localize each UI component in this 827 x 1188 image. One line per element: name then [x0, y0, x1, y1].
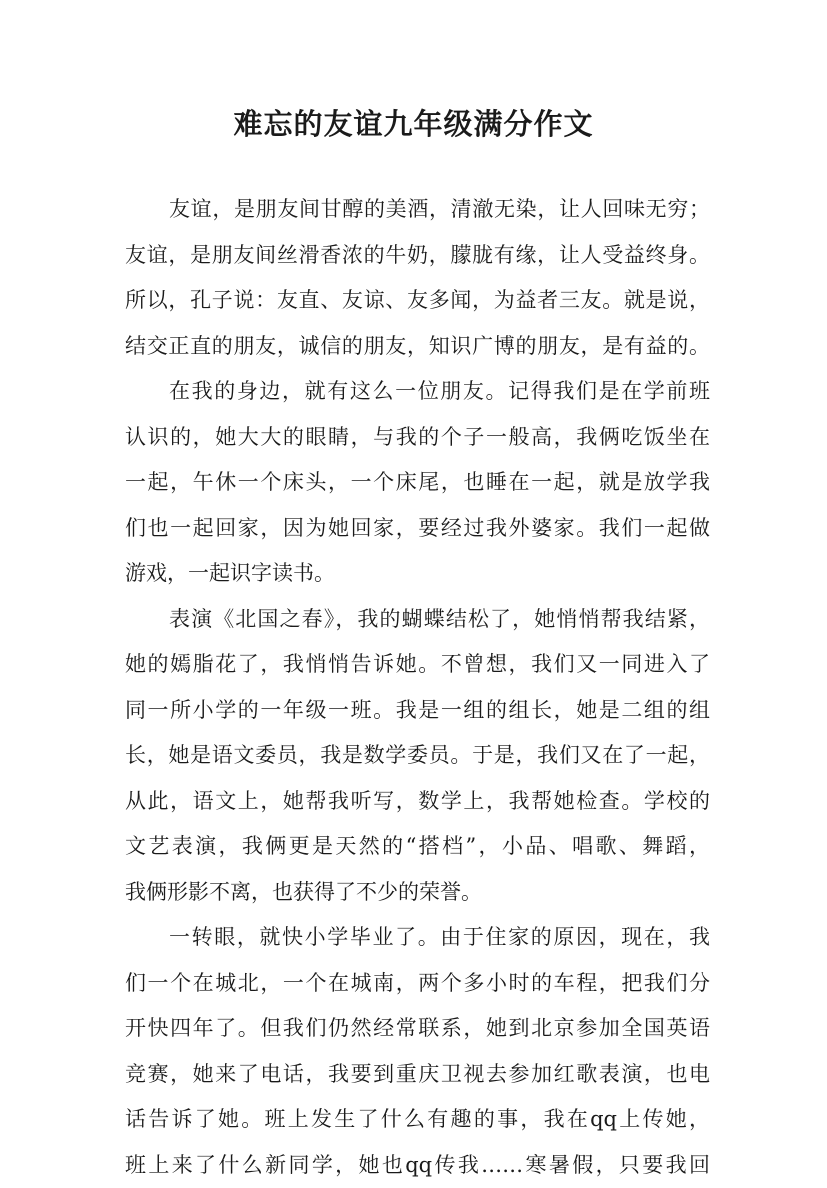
- text-line: 她的嫣脂花了，我悄悄告诉她。不曾想，我们又一同进入了: [125, 642, 710, 688]
- document-body: [125, 187, 710, 1188]
- text-line: 友谊，是朋友间甘醇的美酒，清澈无染，让人回味无穷；: [125, 187, 710, 233]
- text-line: 同一所小学的一年级一班。我是一组的组长，她是二组的组: [125, 688, 710, 734]
- text-line: 游戏，一起识字读书。: [125, 551, 710, 597]
- text-line: 们也一起回家，因为她回家，要经过我外婆家。我们一起做: [125, 506, 710, 552]
- text-line: 一起，午休一个床头，一个床尾，也睡在一起，就是放学我: [125, 460, 710, 506]
- text-line: 认识的，她大大的眼睛，与我的个子一般高，我俩吃饭坐在: [125, 415, 710, 461]
- text-line: 从此，语文上，她帮我听写，数学上，我帮她检查。学校的: [125, 779, 710, 825]
- text-line: 一转眼，就快小学毕业了。由于住家的原因，现在，我: [125, 915, 710, 961]
- text-line: 长，她是语文委员，我是数学委员。于是，我们又在了一起，: [125, 733, 710, 779]
- text-line: 表演《北国之春》，我的蝴蝶结松了，她悄悄帮我结紧，: [125, 597, 710, 643]
- text-line: 我俩形影不离，也获得了不少的荣誉。: [125, 870, 710, 916]
- text-line: 班上来了什么新同学，她也qq传我……寒暑假，只要我回: [125, 1143, 710, 1188]
- text-line: 竞赛，她来了电话，我要到重庆卫视去参加红歌表演，也电: [125, 1052, 710, 1098]
- text-line: 文艺表演，我俩更是天然的“搭档”，小品、唱歌、舞蹈，: [125, 824, 710, 870]
- text-line: 在我的身边，就有这么一位朋友。记得我们是在学前班: [125, 369, 710, 415]
- text-line: 所以，孔子说：友直、友谅、友多闻，为益者三友。就是说，: [125, 278, 710, 324]
- text-line: 友谊，是朋友间丝滑香浓的牛奶，朦胧有缘，让人受益终身。: [125, 233, 710, 279]
- text-line: 们一个在城北，一个在城南，两个多小时的车程，把我们分: [125, 961, 710, 1007]
- text-line: 开快四年了。但我们仍然经常联系，她到北京参加全国英语: [125, 1006, 710, 1052]
- text-line: 话告诉了她。班上发生了什么有趣的事，我在qq上传她，: [125, 1097, 710, 1143]
- text-line: 结交正直的朋友，诚信的朋友，知识广博的朋友，是有益的。: [125, 324, 710, 370]
- document-title: 难忘的友谊九年级满分作文: [0, 102, 827, 146]
